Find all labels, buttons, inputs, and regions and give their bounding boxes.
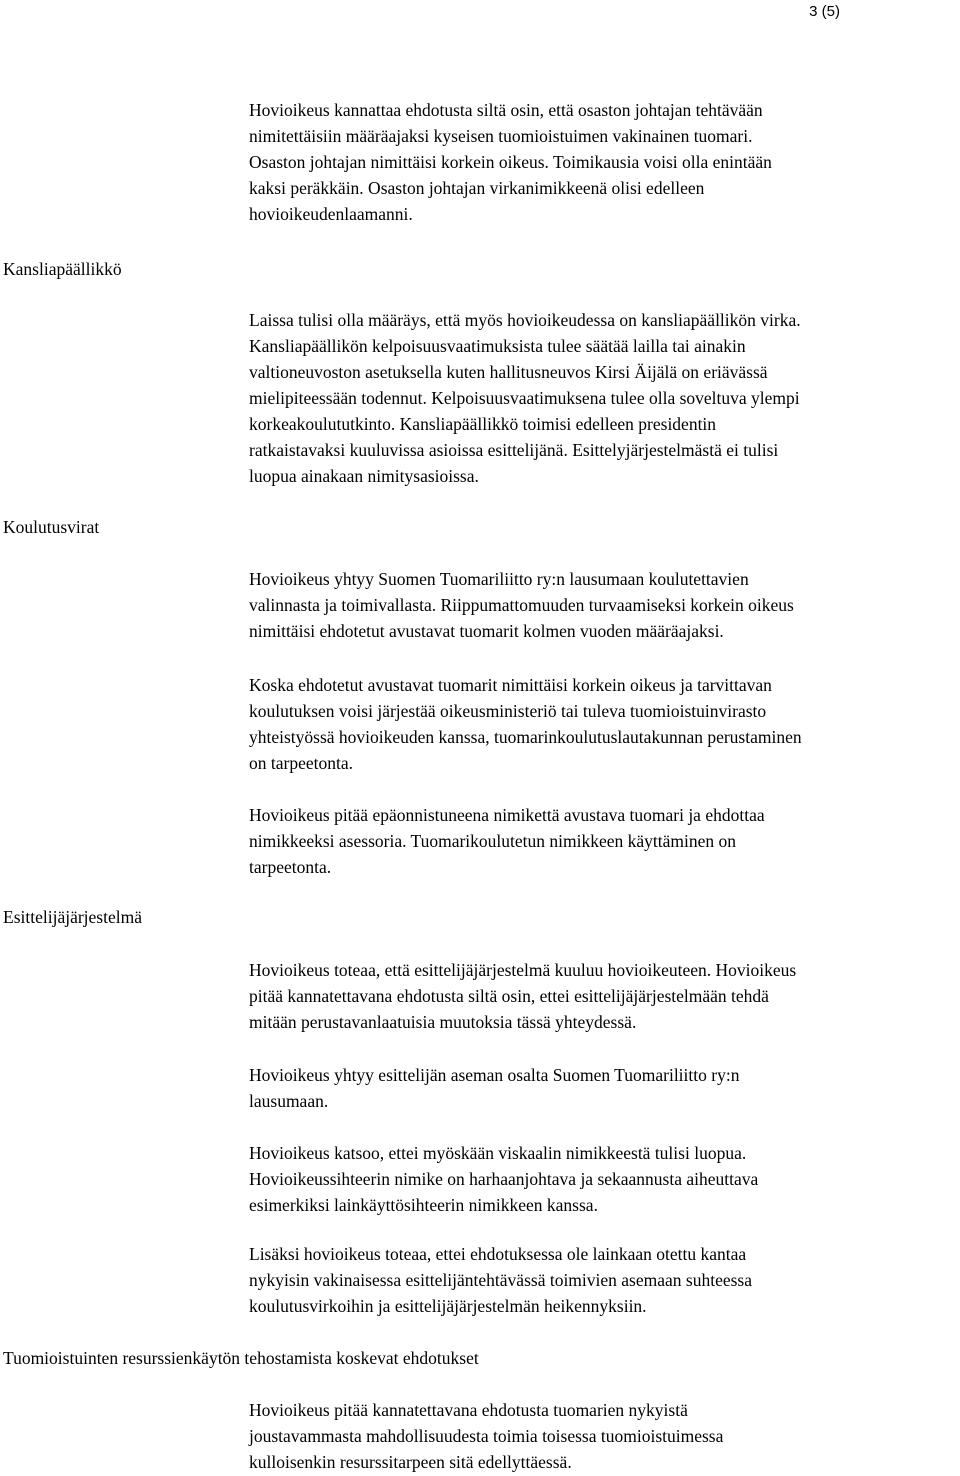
text-line: Lisäksi hovioikeus toteaa, ettei ehdotuksessa ole lainkaan otettu kantaa [249,1244,747,1264]
text-line: Hovioikeus pitää kannatettavana ehdotusta tuomarien nykyistä [249,1400,688,1420]
text-line: kaksi peräkkäin. Osaston johtajan virkanimikkeenä olisi edelleen [249,178,705,198]
paragraph-resurssit [249,1397,955,1475]
text-line: luopua ainakaan nimitysasioissa. [249,466,479,486]
paragraph-koulutus [249,672,955,776]
text-line: koulutusvirkoihin ja esittelijäjärjestelmän heikennyksiin. [249,1296,647,1316]
text-line: mitään perustavanlaatuisia muutoksia tässä yhteydessä. [249,1012,637,1032]
text-line: Hovioikeus yhtyy Suomen Tuomariliitto ry:n lausumaan koulutettavien [249,569,749,589]
text-line: Koska ehdotetut avustavat tuomarit nimittäisi korkein oikeus ja tarvittavan [249,675,772,695]
text-line: valinnasta ja toimivallasta. Riippumattomuuden turvaamiseksi korkein oikeus [249,595,794,615]
text-line: tarpeetonta. [249,857,332,877]
text-line: Hovioikeus pitää epäonnistuneena nimikettä avustava tuomari ja ehdottaa [249,805,765,825]
text-line: yhteistyössä hovioikeuden kanssa, tuomarinkoulutuslautakunnan perustaminen [249,727,802,747]
text-line: mielipiteessään todennut. Kelpoisuusvaatimuksena tulee olla soveltuva ylempi [249,388,800,408]
text-line: Hovioikeus toteaa, että esittelijäjärjestelmä kuuluu hovioikeuteen. Hovioikeus [249,960,797,980]
text-line: nimikkeeksi asessoria. Tuomarikoulutetun nimikkeen käyttäminen on [249,831,737,851]
text-line: lausumaan. [249,1091,329,1111]
text-line: korkeakoulututkinto. Kansliapäällikkö toimisi edelleen presidentin [249,414,717,434]
paragraph-esittelijan-asema [249,1062,955,1114]
paragraph-koulutettavien-valinta [249,566,955,644]
text-line: nykyisin vakinaisessa esittelijäntehtävässä toimivien asemaan suhteessa [249,1270,752,1290]
text-line: Hovioikeus katsoo, ettei myöskään viskaalin nimikkeestä tulisi luopua. [249,1143,747,1163]
text-line: kulloisenkin resurssitarpeen sitä edellyttäessä. [249,1452,572,1472]
text-line: nimitettäisiin määräajaksi kyseisen tuomioistuimen vakinainen tuomari. [249,126,753,146]
text-line: joustavammasta mahdollisuudesta toimia toisessa tuomioistuimessa [249,1426,724,1446]
section-heading-koulutusvirat: Koulutusvirat [3,517,100,537]
text-line: Laissa tulisi olla määräys, että myös hovioikeudessa on kansliapäällikön virka. [249,310,801,330]
text-line: hovioikeudenlaamanni. [249,204,413,224]
text-line: valtioneuvoston asetuksella kuten hallitusneuvos Kirsi Äijälä on eriävässä [249,362,768,382]
section-heading-esittelijajarjestelma: Esittelijäjärjestelmä [3,907,142,927]
text-line: Osaston johtajan nimittäisi korkein oikeus. Toimikausia voisi olla enintään [249,152,772,172]
text-line: pitää kannatettavana ehdotusta siltä osin, ettei esittelijäjärjestelmään tehdä [249,986,769,1006]
paragraph-viskaali [249,1140,955,1218]
text-line: ratkaistavaksi kuuluvissa asioissa esittelijänä. Esittelyjärjestelmästä ei tulisi [249,440,779,460]
paragraph-nimike [249,802,955,880]
text-line: koulutuksen voisi järjestää oikeusministeriö tai tuleva tuomioistuinvirasto [249,701,767,721]
paragraph-osaston-johtaja [249,97,955,227]
text-line: on tarpeetonta. [249,753,353,773]
paragraph-esittelijajarjestelma [249,957,955,1035]
text-line: Hovioikeus kannattaa ehdotusta siltä osin, että osaston johtajan tehtävään [249,100,763,120]
text-line: Hovioikeussihteerin nimike on harhaanjohtava ja sekaannusta aiheuttava [249,1169,759,1189]
text-line: Hovioikeus yhtyy esittelijän aseman osalta Suomen Tuomariliitto ry:n [249,1065,740,1085]
page-number: 3 (5) [809,3,840,20]
section-heading-kansliapaallikko: Kansliapäällikkö [3,259,122,279]
text-line: esimerkiksi lainkäyttösihteerin nimikkeen kanssa. [249,1195,598,1215]
text-line: nimittäisi ehdotetut avustavat tuomarit kolmen vuoden määräajaksi. [249,621,724,641]
text-line: Kansliapäällikön kelpoisuusvaatimuksista tulee säätää lailla tai ainakin [249,336,746,356]
paragraph-vakinaiset-esittelijat [249,1241,955,1319]
section-heading-resurssit: Tuomioistuinten resurssienkäytön tehostamista koskevat ehdotukset [3,1348,479,1368]
paragraph-kansliapaallikko [249,307,955,489]
